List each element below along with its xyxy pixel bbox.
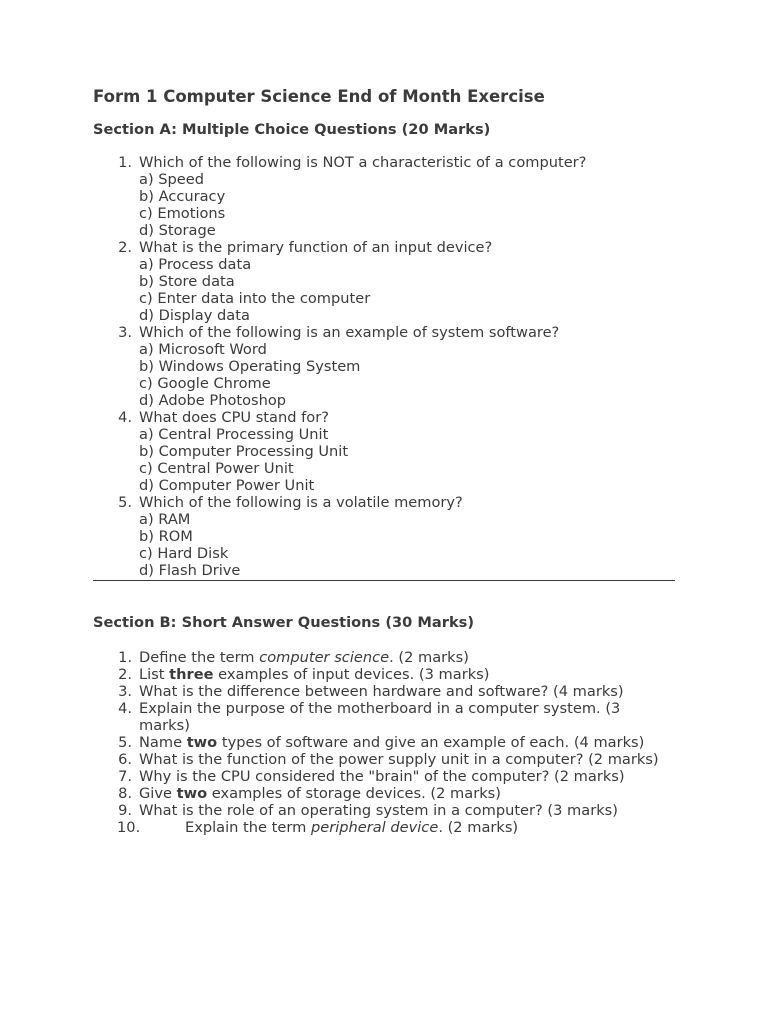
question-text: List three examples of input devices. (3 marks) [139, 666, 490, 683]
section-b-question-list [93, 649, 675, 836]
question-number: 9. [118, 802, 132, 819]
question-text: Give two examples of storage devices. (2 marks) [139, 785, 501, 802]
mcq-question [93, 324, 675, 409]
emphasized-term: peripheral device [310, 819, 439, 836]
section-b-heading: Section B: Short Answer Questions (30 Marks) [93, 614, 475, 631]
question-number: 5. [118, 494, 132, 511]
question-number: 3. [118, 683, 132, 700]
question-text: What is the function of the power supply unit in a computer? (2 marks) [139, 751, 659, 768]
answer-option: c) Central Power Unit [139, 460, 294, 477]
question-number: 5. [118, 734, 132, 751]
answer-option: b) ROM [139, 528, 193, 545]
question-text: What is the difference between hardware and software? (4 marks) [139, 683, 624, 700]
question-text: Which of the following is an example of system software? [139, 324, 560, 341]
mcq-question [93, 409, 675, 494]
answer-option: b) Computer Processing Unit [139, 443, 349, 460]
answer-option: a) Central Processing Unit [139, 426, 329, 443]
short-answer-question [93, 666, 675, 683]
question-text: Explain the purpose of the motherboard in a computer system. (3 marks) [139, 700, 621, 734]
question-text: Explain the term peripheral device. (2 marks) [185, 819, 519, 836]
answer-option: c) Emotions [139, 205, 226, 222]
question-number: 3. [118, 324, 132, 341]
short-answer-question [93, 751, 675, 768]
bold-term: three [169, 666, 214, 683]
question-number: 1. [118, 649, 132, 666]
question-text: What is the role of an operating system in a computer? (3 marks) [139, 802, 618, 819]
question-text: Which of the following is NOT a characteristic of a computer? [139, 154, 587, 171]
short-answer-question [93, 649, 675, 666]
short-answer-question [93, 700, 675, 734]
answer-option: c) Google Chrome [139, 375, 271, 392]
question-text: What is the primary function of an input device? [139, 239, 493, 256]
answer-option: a) Microsoft Word [139, 341, 267, 358]
answer-option: d) Display data [139, 307, 250, 324]
emphasized-term: computer science [259, 649, 390, 666]
short-answer-question [93, 819, 675, 836]
question-number: 6. [118, 751, 132, 768]
answer-option: a) RAM [139, 511, 191, 528]
question-number: 8. [118, 785, 132, 802]
answer-option: d) Adobe Photoshop [139, 392, 287, 409]
question-number: 4. [118, 700, 132, 717]
section-divider [93, 580, 675, 581]
question-text: Why is the CPU considered the "brain" of the computer? (2 marks) [139, 768, 625, 785]
question-number: 7. [118, 768, 132, 785]
question-number: 1. [118, 154, 132, 171]
answer-option: d) Computer Power Unit [139, 477, 315, 494]
question-number: 2. [118, 239, 132, 256]
short-answer-question [93, 785, 675, 802]
answer-option: d) Storage [139, 222, 216, 239]
answer-option: b) Store data [139, 273, 235, 290]
short-answer-question [93, 683, 675, 700]
question-number: 10. [117, 819, 141, 836]
question-number: 4. [118, 409, 132, 426]
question-text: Define the term computer science. (2 marks) [139, 649, 469, 666]
document-title: Form 1 Computer Science End of Month Exercise [93, 87, 545, 106]
answer-option: c) Hard Disk [139, 545, 229, 562]
section-a-question-list [93, 154, 675, 579]
mcq-question [93, 154, 675, 239]
answer-option: c) Enter data into the computer [139, 290, 371, 307]
short-answer-question [93, 802, 675, 819]
answer-option: a) Process data [139, 256, 252, 273]
bold-term: two [176, 785, 208, 802]
question-text: Which of the following is a volatile memory? [139, 494, 463, 511]
short-answer-question [93, 734, 675, 751]
short-answer-question [93, 768, 675, 785]
answer-option: b) Accuracy [139, 188, 226, 205]
document-page [93, 86, 675, 836]
answer-option: d) Flash Drive [139, 562, 241, 579]
mcq-question [93, 239, 675, 324]
answer-option: a) Speed [139, 171, 205, 188]
section-a-heading: Section A: Multiple Choice Questions (20 Marks) [93, 121, 491, 138]
question-number: 2. [118, 666, 132, 683]
mcq-question [93, 494, 675, 579]
answer-option: b) Windows Operating System [139, 358, 361, 375]
question-text: What does CPU stand for? [139, 409, 329, 426]
bold-term: two [186, 734, 218, 751]
question-text: Name two types of software and give an example of each. (4 marks) [139, 734, 645, 751]
